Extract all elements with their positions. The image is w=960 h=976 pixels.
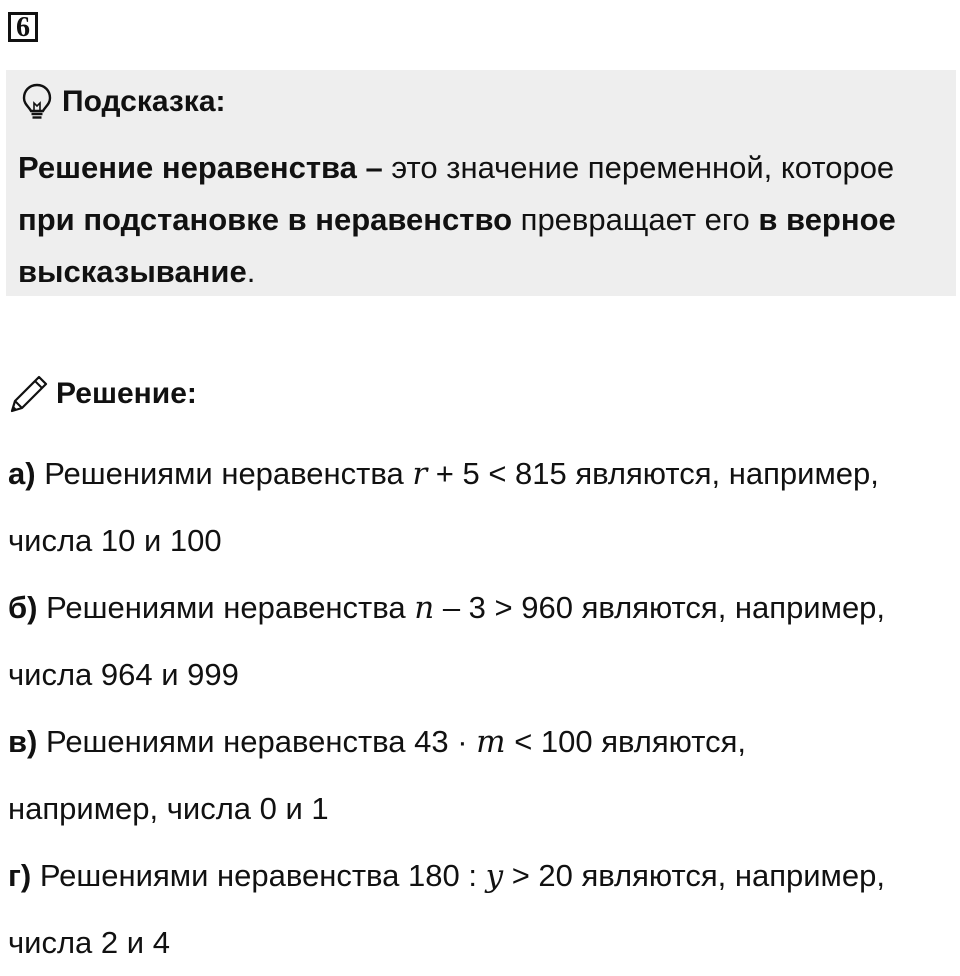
item-text: > 20 являются, например,	[503, 858, 885, 893]
solution-item-v-cont: например, числа 0 и 1	[8, 791, 329, 826]
item-text: Решениями неравенства	[35, 456, 413, 491]
variable: y	[485, 858, 504, 894]
hint-header	[22, 82, 226, 122]
item-letter: г)	[8, 858, 32, 893]
variable: n	[414, 590, 435, 626]
hint-box	[6, 70, 956, 296]
solution-item-g	[8, 842, 953, 909]
solution-item-b	[8, 574, 953, 641]
item-letter: в)	[8, 724, 38, 759]
pencil-icon	[8, 373, 50, 415]
hint-text-2: превращает его	[512, 202, 759, 237]
item-text: + 5 < 815 являются, например,	[427, 456, 879, 491]
hint-bold-2: в верное высказывание	[18, 202, 896, 289]
solution-item-v	[8, 708, 953, 775]
item-text: < 100 являются,	[505, 724, 746, 759]
hint-text-3: .	[246, 254, 256, 289]
solution-item-b-cont: числа 964 и 999	[8, 657, 239, 692]
variable: r	[412, 456, 428, 492]
task-number: 6	[8, 12, 38, 42]
hint-bold-1: при подстановке в неравенство	[18, 202, 513, 237]
solution-item-a-cont: числа 10 и 100	[8, 523, 222, 558]
solution-header	[8, 372, 197, 416]
hint-definition	[18, 142, 948, 298]
item-letter: а)	[8, 456, 36, 491]
hint-term: Решение неравенства –	[18, 150, 383, 185]
solution-item-a	[8, 440, 953, 507]
item-letter: б)	[8, 590, 38, 625]
hint-title: Подсказка:	[62, 85, 226, 118]
solution-item-g-cont: числа 2 и 4	[8, 925, 170, 960]
variable: m	[476, 724, 506, 760]
item-text: Решениями неравенства 43 ·	[37, 724, 477, 759]
item-text: Решениями неравенства 180 :	[31, 858, 486, 893]
item-text: Решениями неравенства	[37, 590, 415, 625]
hint-text-1: это значение переменной, которое	[382, 150, 895, 185]
lightbulb-icon	[22, 83, 52, 121]
solution-title: Решение:	[56, 377, 197, 410]
item-text: – 3 > 960 являются, например,	[434, 590, 886, 625]
solution-list	[8, 440, 953, 976]
